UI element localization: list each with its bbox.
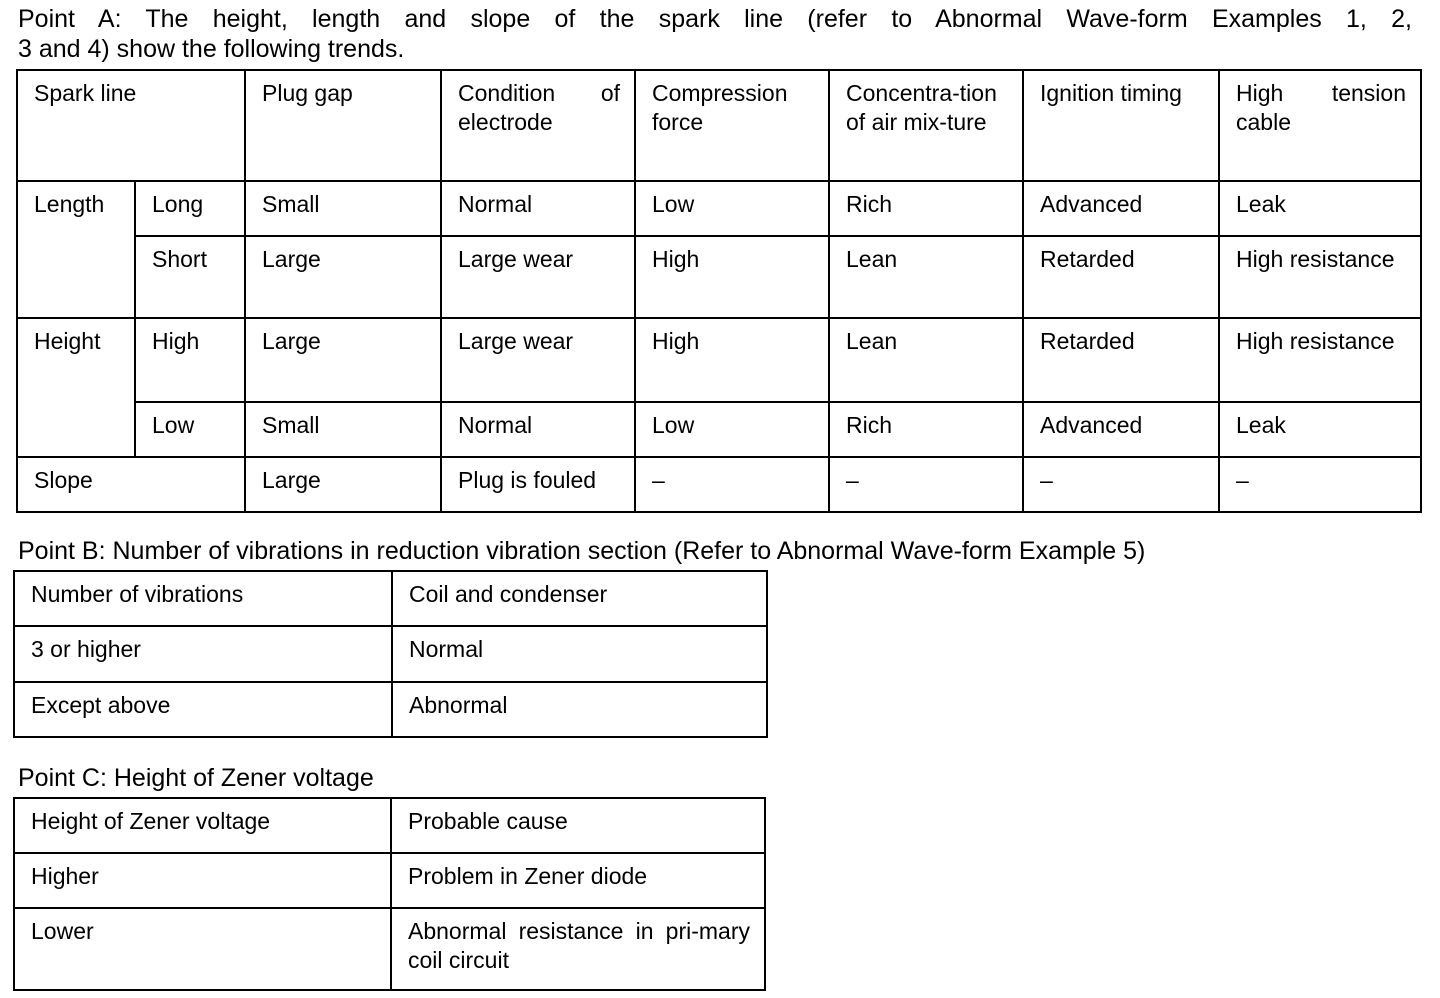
cell-ignition: Retarded (1023, 236, 1219, 318)
cell-vibrations: 3 or higher (14, 626, 392, 682)
cell-plug-gap: Small (245, 402, 441, 457)
group-slope: Slope (17, 457, 245, 512)
cell-coil-condenser: Normal (392, 626, 767, 682)
point-a-heading-line2: 3 and 4) show the following trends. (18, 35, 405, 63)
row-sub-label: Low (135, 402, 245, 457)
cell-compression: High (635, 318, 829, 402)
point-b-heading: Point B: Number of vibrations in reduction vibration section (Refer to Abnormal Wave-form Example 5) (18, 537, 1146, 565)
header-concentration: Concentra-tion of air mix-ture (829, 70, 1023, 181)
spark-line-table (16, 69, 1422, 513)
cell-concentration: Rich (829, 181, 1023, 236)
row-sub-label: High (135, 318, 245, 402)
header-compression: Compression force (635, 70, 829, 181)
cell-concentration: Lean (829, 236, 1023, 318)
table-header-row (17, 70, 1421, 181)
table-row (14, 908, 765, 990)
cell-probable-cause: Problem in Zener diode (391, 853, 765, 908)
cell-plug-gap: Large (245, 318, 441, 402)
cell-condition: Large wear (441, 236, 635, 318)
table-row (17, 318, 1421, 402)
cell-ignition: – (1023, 457, 1219, 512)
header-ignition: Ignition timing (1023, 70, 1219, 181)
cell-cable: Leak (1219, 402, 1421, 457)
cell-concentration: Lean (829, 318, 1023, 402)
cell-probable-cause: Abnormal resistance in pri-mary coil circuit (391, 908, 765, 990)
group-height: Height (17, 318, 135, 457)
cell-cable: Leak (1219, 181, 1421, 236)
cell-compression: Low (635, 402, 829, 457)
table-row (14, 626, 767, 682)
table-row (14, 853, 765, 908)
cell-ignition: Advanced (1023, 181, 1219, 236)
group-length: Length (17, 181, 135, 318)
table-row (17, 181, 1421, 236)
cell-ignition: Retarded (1023, 318, 1219, 402)
cell-zener-height: Higher (14, 853, 391, 908)
cell-ignition: Advanced (1023, 402, 1219, 457)
zener-voltage-table (13, 797, 766, 991)
header-spark-line: Spark line (17, 70, 245, 181)
cell-cable: – (1219, 457, 1421, 512)
cell-condition: Normal (441, 402, 635, 457)
header-condition: Condition of electrode (441, 70, 635, 181)
cell-zener-height: Lower (14, 908, 391, 990)
cell-condition: Large wear (441, 318, 635, 402)
cell-concentration: Rich (829, 402, 1023, 457)
cell-condition: Normal (441, 181, 635, 236)
cell-coil-condenser: Abnormal (392, 682, 767, 737)
point-a-heading-line1: Point A: The height, length and slope of the spark line (refer to Abnormal Wave-form Examples 1, 2, (18, 5, 1412, 33)
row-sub-label: Short (135, 236, 245, 318)
point-c-heading: Point C: Height of Zener voltage (18, 764, 374, 792)
table-row (17, 457, 1421, 512)
table-row (17, 402, 1421, 457)
table-header-row (14, 571, 767, 626)
row-sub-label: Long (135, 181, 245, 236)
cell-concentration: – (829, 457, 1023, 512)
cell-compression: – (635, 457, 829, 512)
cell-condition: Plug is fouled (441, 457, 635, 512)
cell-plug-gap: Large (245, 457, 441, 512)
cell-cable: High resistance (1219, 236, 1421, 318)
header-cable: High tension cable (1219, 70, 1421, 181)
header-probable-cause: Probable cause (391, 798, 765, 853)
header-number-of-vibrations: Number of vibrations (14, 571, 392, 626)
cell-vibrations: Except above (14, 682, 392, 737)
table-header-row (14, 798, 765, 853)
cell-plug-gap: Large (245, 236, 441, 318)
table-row (17, 236, 1421, 318)
table-row (14, 682, 767, 737)
cell-cable: High resistance (1219, 318, 1421, 402)
cell-compression: Low (635, 181, 829, 236)
cell-plug-gap: Small (245, 181, 441, 236)
header-plug-gap: Plug gap (245, 70, 441, 181)
vibrations-table (13, 570, 768, 738)
cell-compression: High (635, 236, 829, 318)
point-a-heading (18, 4, 1412, 64)
header-coil-and-condenser: Coil and condenser (392, 571, 767, 626)
header-height-of-zener-voltage: Height of Zener voltage (14, 798, 391, 853)
